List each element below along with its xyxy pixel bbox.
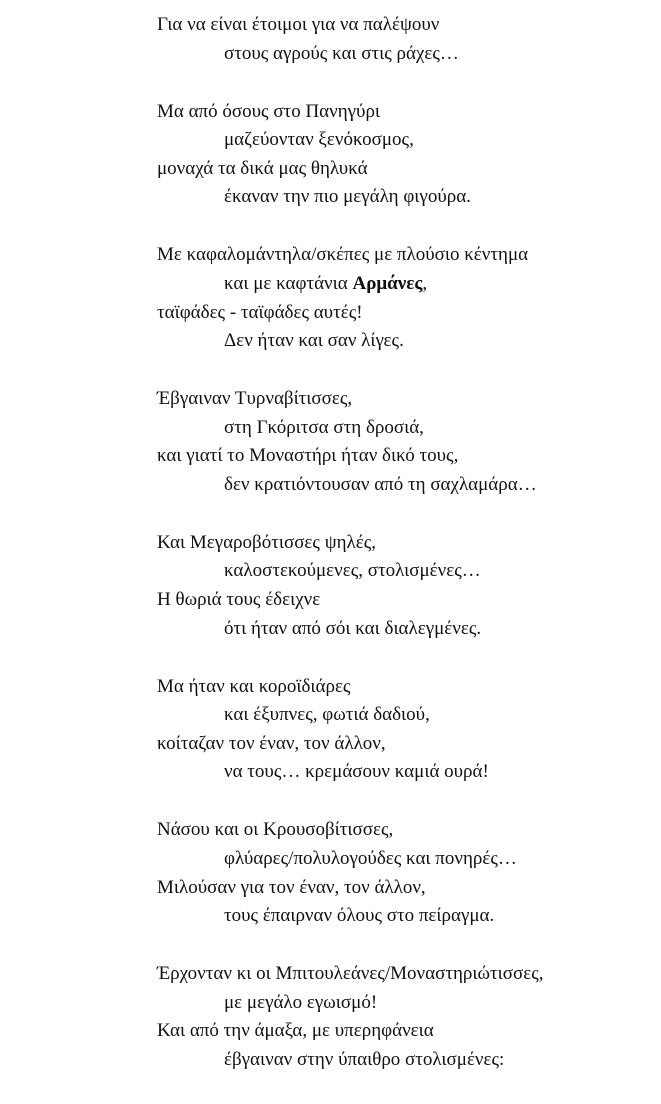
- poem-line: ότι ήταν από σόι και διαλεγμένες.: [224, 617, 482, 639]
- poem-line: Με καφαλομάντηλα/σκέπες με πλούσιο κέντημα: [157, 244, 529, 266]
- stanza-4: [157, 385, 647, 499]
- poem-line: καλοστεκούμενες, στολισμένες…: [224, 560, 481, 582]
- poem-line: Η θωριά τους έδειχνε: [157, 589, 321, 611]
- poem-line: έβγαιναν στην ύπαιθρο στολισμένες:: [224, 1048, 505, 1070]
- poem-line: ταϊφάδες - ταϊφάδες αυτές!: [157, 301, 363, 323]
- bold-word: Αρμάνες: [352, 272, 423, 294]
- poem-line: κοίταζαν τον έναν, τον άλλον,: [157, 732, 386, 754]
- poem-line: Έβγαιναν Τυρναβίτισσες,: [157, 388, 353, 410]
- stanza-2: [157, 98, 647, 212]
- stanza-3: [157, 241, 647, 355]
- poem-line: μαζεύονταν ξενόκοσμος,: [224, 129, 414, 151]
- poem-line: στη Γκόριτσα στη δροσιά,: [224, 416, 424, 438]
- poem-line: Και Μεγαροβότισσες ψηλές,: [157, 531, 376, 553]
- poem-line: Δεν ήταν και σαν λίγες.: [224, 330, 404, 352]
- stanza-6: [157, 673, 647, 787]
- poem-line: Έρχονταν κι οι Μπιτουλεάνες/Μοναστηριώτισσες,: [157, 963, 544, 985]
- poem-line: και γιατί το Μοναστήρι ήταν δικό τους,: [157, 445, 459, 467]
- poem-line: μοναχά τα δικά μας θηλυκά: [157, 157, 368, 179]
- poem-line: στους αγρούς και στις ράχες…: [224, 42, 459, 64]
- poem-line: και έξυπνες, φωτιά δαδιού,: [224, 704, 430, 726]
- poem-line: [157, 270, 647, 299]
- stanza-8: [157, 960, 647, 1074]
- poem-line: με μεγάλο εγωισμό!: [224, 991, 378, 1013]
- poem-line: τους έπαιρναν όλους στο πείραγμα.: [224, 905, 495, 927]
- poem-line: Νάσου και οι Κρουσοβίτισσες,: [157, 819, 394, 841]
- poem-line: Μα ήταν και κοροϊδιάρες: [157, 675, 351, 697]
- poem-line: Μα από όσους στο Πανηγύρι: [157, 100, 381, 122]
- poem-line: να τους… κρεμάσουν καμιά ουρά!: [224, 761, 489, 783]
- poem-line: φλύαρες/πολυλογούδες και πονηρές…: [224, 848, 517, 869]
- poem-line: Και από την άμαξα, με υπερηφάνεια: [157, 1020, 434, 1042]
- stanza-7: [157, 816, 647, 930]
- poem-line-punctuation: ,: [422, 272, 428, 294]
- stanza-1: [157, 11, 647, 68]
- poem-text: [157, 11, 647, 1104]
- stanza-5: [157, 529, 647, 643]
- poem-line: Μιλούσαν για τον έναν, τον άλλον,: [157, 876, 426, 898]
- poem-line-segment: και με καφτάνια: [224, 272, 348, 294]
- poem-line: έκαναν την πιο μεγάλη φιγούρα.: [224, 186, 471, 208]
- poem-line: δεν κρατιόντουσαν από τη σαχλαμάρα…: [224, 473, 537, 495]
- poem-line: Για να είναι έτοιμοι για να παλέψουν: [157, 14, 440, 35]
